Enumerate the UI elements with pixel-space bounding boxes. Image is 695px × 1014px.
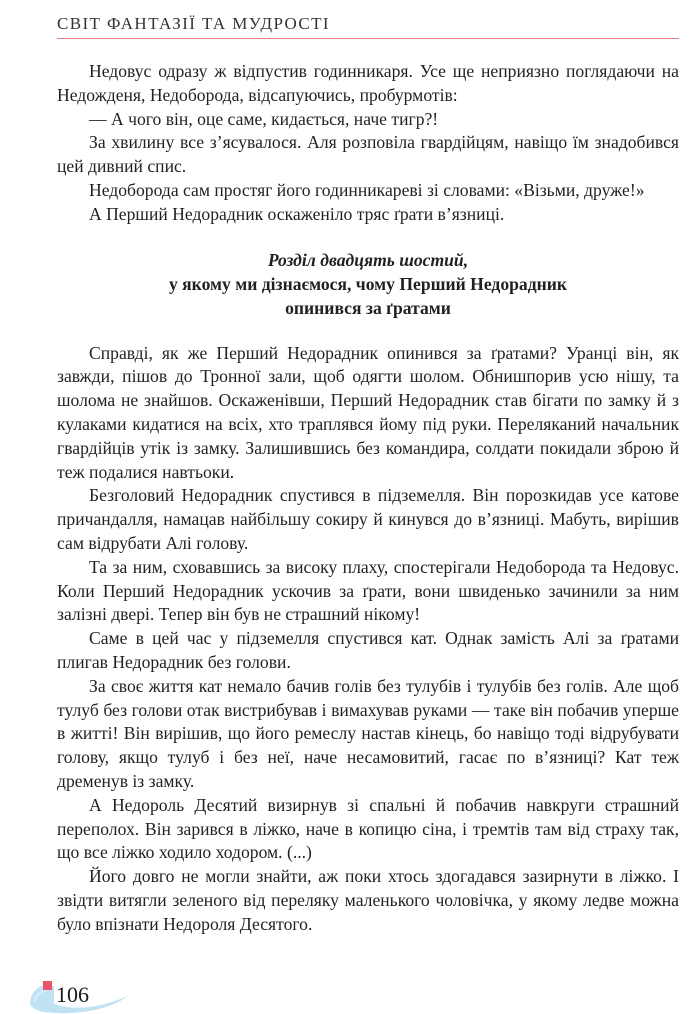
header-divider [57,38,679,39]
paragraph: За хвилину все з’ясувалося. Аля розповіла гвардійцям, навіщо їм знадобився цей дивний спис. [57,132,679,177]
paragraph: А Перший Недорадник оскаженіло тряс ґрати в’язниці. [89,203,505,224]
chapter-heading-line: у якому ми дізнаємося, чому Перший Недорадник [168,273,568,294]
paragraph: Та за ним, сховавшись за високу плаху, спостерігали Недоборода та Недовус. Коли Перший Недорадник ускочив за ґрати, вони швиденько зачинили за ним залізні двері. Тепер він був не страшний нікому! [57,556,679,625]
section-title: СВІТ ФАНТАЗІЇ ТА МУДРОСТІ [57,14,330,33]
chapter-heading-line: опинився за ґратами [285,297,451,318]
running-header [57,12,679,42]
paragraph: За своє життя кат немало бачив голів без тулубів і тулубів без голів. Але щоб тулуб без голови отак вистрибував і вимахував руками — таке він побачив уперше в житті! Він вирішив, що його ремеслу настав кінець, бо навіщо тоді відрубувати голову, якщо тулуб і без неї, наче несамовитий, гасає по в’язниці? Кат теж дременув із замку. [57,675,679,791]
paragraph: Недовус одразу ж відпустив годинникаря. Усе ще неприязно поглядаючи на Недожденя, Недоборода, відсапуючись, пробурмотів: [57,61,679,105]
paragraph: Саме в цей час у підземелля спустився кат. Однак замість Алі за ґратами плигав Недорадник без голови. [57,628,679,672]
page-footer [24,972,134,1014]
paragraph: Його довго не могли знайти, аж поки хтось здогадався зазирнути в ліжко. І звідти витягли зеленого від переляку маленького чоловічка, у якому ледве можна було впізнати Недороля Десятого. [57,866,679,934]
paragraph: — А чого він, оце саме, кидається, наче тигр?! [89,108,439,129]
paragraph: Справді, як же Перший Недорадник опинився за ґратами? Уранці він, як завжди, пішов до Тронної зали, щоб одягти шолом. Обнишпорив усю нішу, та шолома не знайшов. Оскаженівши, Перший Недорадник став бігати по замку й з кулаками кидатися на всіх, хто траплявся йому під руки. Переляканий начальник гвардійців утік із замку. Залишившись без командира, солдати покидали зброю й теж подалися навтьоки. [57,342,679,482]
page-number: 106 [56,982,89,1007]
chapter-heading-line: Розділ двадцять шостий, [267,249,469,270]
chapter-heading [57,248,679,320]
page-body [57,60,679,937]
paragraph: Недоборода сам простяг його годинникареві зі словами: «Візьми, друже!» [89,179,645,200]
page-marker [43,981,52,990]
paragraph: Безголовий Недорадник спустився в підземелля. Він порозкидав усе катове причандалля, намацав найбільшу сокиру й кинувся до в’язниці. Мабуть, вирішив сам відрубати Алі голову. [57,485,679,553]
paragraph: А Недороль Десятий визирнув зі спальні й побачив навкруги страшний переполох. Він зарився в ліжко, наче в копицю сіна, і тремтів там від страху так, що все ліжко ходило ходором. (...) [57,794,679,863]
